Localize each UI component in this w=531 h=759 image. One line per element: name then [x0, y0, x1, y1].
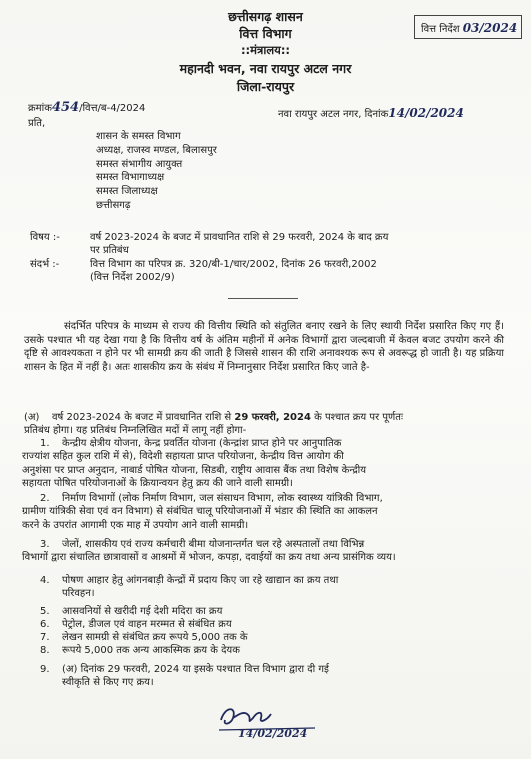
order-suffix: /वित्त/ब-4/2024	[79, 103, 146, 114]
exemption-item	[40, 631, 248, 644]
exemption-item-number: 8.	[40, 645, 50, 656]
exemption-item-line	[62, 587, 338, 600]
place-date-label: नवा रायपुर अटल नगर, दिनांक	[278, 109, 389, 120]
recipient-item: छत्तीसगढ़	[96, 199, 131, 211]
exemption-item-number: 4.	[40, 575, 50, 586]
exemption-item-number: 5.	[40, 606, 50, 617]
reference-line-2: (वित्त निर्देश 2002/9)	[90, 272, 175, 283]
exemption-item-text: आसवनियों से खरीदी गई देशी मदिरा का क्रय	[62, 606, 223, 617]
exemption-item-line	[22, 551, 396, 564]
exemption-item-line	[22, 519, 383, 532]
exemption-item-line	[40, 437, 366, 450]
exemption-item	[22, 538, 396, 565]
recipient-item: शासन के समस्त विभाग	[96, 131, 181, 142]
exemption-item-line	[40, 644, 240, 657]
cutoff-date: 29 फरवरी, 2024	[234, 412, 311, 423]
district-heading: जिला-रायपुर	[236, 79, 295, 94]
exemption-item-text: विभागों द्वारा संचालित छात्रावासों व आश्रमों में भोजन, कपड़ा, दवाईयों का क्रय तथा अन्य प्रासंगिक व्यय।	[22, 552, 396, 564]
ref-box-number: 03/2024	[462, 21, 518, 35]
subject-line-2: पर प्रतिबंध	[90, 245, 129, 256]
to-label: प्रति,	[28, 118, 46, 129]
exemption-item-number: 3.	[40, 539, 50, 550]
exemption-item-line	[40, 631, 248, 644]
subject-label: विषय :-	[30, 232, 60, 243]
exemption-item-text: परिवहन।	[62, 588, 95, 600]
section-a-line-2: प्रतिबंध होगा। यह प्रतिबंध निम्नलिखित मदों में लागू नहीं होगा-	[24, 425, 247, 436]
exemption-item-text: करने के उपरांत आगामी एक माह में उपयोग आने वाली सामग्री।	[22, 519, 249, 531]
ref-box	[414, 15, 522, 39]
exemption-item-line	[40, 605, 222, 618]
dept-heading: वित्त विभाग	[239, 26, 292, 41]
exemption-item-number: 1.	[40, 438, 50, 449]
reference-label: संदर्भ :-	[30, 259, 60, 270]
address-heading: महानदी भवन, नवा रायपुर अटल नगर	[179, 61, 352, 76]
section-a-marker: (अ)	[24, 412, 40, 423]
recipient-list	[96, 130, 217, 213]
order-prefix: क्रमांक	[28, 103, 52, 114]
exemption-item	[22, 437, 367, 491]
govt-heading: छत्तीसगढ़ शासन	[228, 9, 303, 24]
exemption-item	[22, 492, 383, 532]
exemption-item-line	[40, 618, 232, 631]
exemption-item-text: राज्यांश सहित कुल राशि में से), विदेशी सहायता प्राप्त परियोजना, केन्द्रीय वित्त आयोग की	[22, 451, 344, 463]
issue-date: 14/02/2024	[388, 106, 464, 120]
exemption-item-number: 7.	[40, 632, 50, 643]
exemption-item-number: 2.	[40, 493, 50, 504]
exemption-item-line	[22, 450, 366, 463]
exemption-item-text: स्वीकृति से किए गए क्रय।	[62, 677, 154, 689]
recipient-item: समस्त जिलाध्यक्ष	[96, 186, 158, 198]
exemption-item-text: पोषण आहार हेतु आंगनबाड़ी केन्द्रों में प्रदाय किए जा रहे खाद्यान का क्रय तथा	[62, 575, 339, 586]
recipient-item: समस्त संभागीय आयुक्त	[96, 158, 183, 170]
exemption-item	[40, 663, 329, 690]
exemption-item	[40, 605, 222, 618]
exemption-item-line	[22, 464, 366, 477]
exemption-item-text: अनुशंसा पर प्राप्त अनुदान, नाबार्ड पोषित योजना, सिडबी, राष्ट्रीय आवास बैंक तथा विशेष केन्द्रीय	[22, 464, 367, 476]
exemption-item-line	[40, 663, 329, 676]
exemption-item	[40, 644, 240, 657]
exemption-item-text: निर्माण विभागों (लोक निर्माण विभाग, जल संसाधन विभाग, लोक स्वास्थ्य यांत्रिकी विभाग,	[62, 493, 383, 504]
order-number: 454	[51, 100, 80, 115]
exemption-item-line	[22, 477, 366, 490]
order-number-line	[28, 100, 145, 115]
signature-date: 14/02/2024	[238, 727, 308, 740]
subject-line-1: वर्ष 2023-2024 के बजट में प्रावधानित राशि से 29 फरवरी, 2024 के बाद क्रय	[90, 232, 389, 243]
body-paragraph-text: संदर्भित परिपत्र के माध्यम से राज्य की वित्तीय स्थिति को संतुलित बनाए रखने के लिए स्थायी निर्देश प्रसारित किए गए हैं। उसके पश्चात भी यह देखा गया है कि वित्तीय वर्ष के अंतिम महीनों में अनेक विभागों द्वारा जल्दबाजी में केवल बजट उपयोग करने की दृष्टि से आवश्यकता न होने पर भी सामग्री क्रय की जाती है जिससे शासन की राशि अनावश्यक रूप से अवरूद्ध हो जाती है। यह प्रक्रिया शासन के हित में नहीं है। अतः शासकीय क्रय के संबंध में निम्नानुसार निर्देश प्रसारित किए जाते है-	[24, 321, 504, 373]
divider	[228, 298, 298, 299]
recipient-item: समस्त विभागाध्यक्ष	[96, 172, 165, 184]
exemption-item-text: जेलों, शासकीय एवं राज्य कर्मचारी बीमा योजनान्तर्गत चल रहे अस्पतालों तथा विभिन्न	[62, 539, 365, 550]
exemption-item-line	[62, 676, 329, 689]
exemption-item-number: 6.	[40, 619, 50, 630]
exemption-item-text: रूपये 5,000 तक अन्य आकस्मिक क्रय के देयक	[62, 645, 240, 656]
exemption-item-line	[22, 505, 383, 518]
exemption-item-text: केन्द्रीय क्षेत्रीय योजना, केन्द्र प्रवर्तित योजना (केन्द्रांश प्राप्त होने पर आनुपातिक	[62, 438, 342, 449]
body-paragraph	[24, 320, 504, 374]
ref-box-label: वित्त निर्देश	[421, 24, 460, 35]
exemption-item-text: (अ) दिनांक 29 फरवरी, 2024 या इसके पश्चात वित्त विभाग द्वारा दी गई	[62, 664, 329, 675]
exemption-item-text: लेखन सामग्री से संबंधित क्रय रूपये 5,000 तक के	[62, 632, 248, 643]
exemption-item	[40, 618, 232, 631]
recipient-item: अध्यक्ष, राजस्व मण्डल, बिलासपुर	[96, 144, 217, 156]
exemption-item-line	[40, 538, 396, 551]
exemption-item-line	[40, 492, 383, 505]
exemption-item-text: सहायता पोषित परियोजनाओं के क्रियान्वयन हेतु क्रय की जाने वाली सामग्री।	[22, 478, 293, 490]
exemption-item-line	[40, 574, 338, 587]
exemption-item	[40, 574, 338, 601]
place-date-line	[278, 106, 464, 120]
exemption-item-text: ग्रामीण यांत्रिकी सेवा एवं वन विभाग) से संबंधित चालू परियोजनाओं में भंडार की स्थिति का आकलन	[22, 506, 378, 518]
office-heading: ::मंत्रालय::	[240, 43, 291, 57]
reference-line-1: वित्त विभाग का परिपत्र क्र. 320/बी-1/चार/2002, दिनांक 26 फरवरी,2002	[90, 259, 377, 270]
exemption-item-text: पेट्रोल, डीजल एवं वाहन मरम्मत से संबंधित क्रय	[62, 619, 232, 630]
exemption-item-number: 9.	[40, 664, 50, 675]
section-a-line-1: वर्ष 2023-2024 के बजट में प्रावधानित राशि से 29 फरवरी, 2024 के पश्चात क्रय पर पूर्णतः	[52, 412, 403, 423]
